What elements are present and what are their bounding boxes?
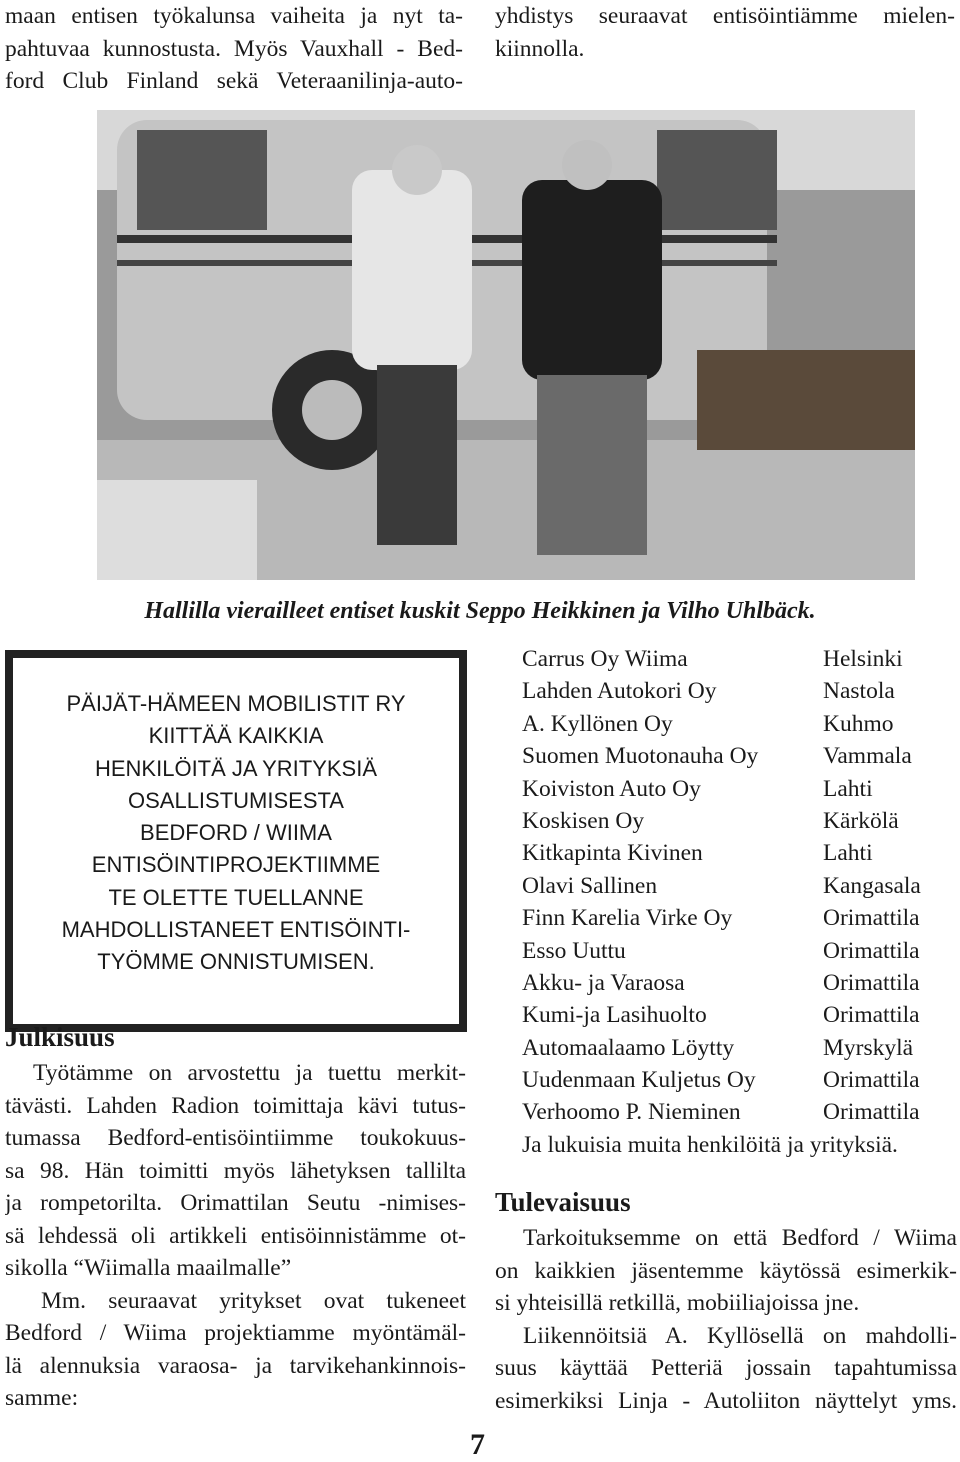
sponsor-name: Koskisen Oy [522,807,645,834]
text-line: suus käyttää Petteriä jossain tapahtumissa [495,1355,957,1381]
text-line: tävästi. Lahden Radion toimittaja kävi tutus- [5,1092,466,1119]
text-line: Liikennöitsiä A. Kyllösellä on mahdolli- [523,1322,957,1349]
sponsor-name: Finn Karelia Virke Oy [522,905,733,932]
text-line: lä alennuksia varaosa- ja tarvikehankinnois- [5,1352,466,1379]
sponsor-row [522,740,958,772]
text-line: si yhteisillä retkillä, mobiiliajoissa jne. [495,1290,860,1316]
sponsor-city: Helsinki [823,646,903,672]
sponsor-row [522,805,958,837]
sponsor-city: Kuhmo [823,710,894,737]
sponsor-name: Akku- ja Varaosa [522,969,685,996]
sponsor-name: Lahden Autokori Oy [522,678,717,705]
text-line: Bedford / Wiima projektiamme myöntämäl- [5,1320,466,1346]
box-line: ENTISÖINTIPROJEKTIIMME [91,852,381,878]
sponsor-row [522,643,958,675]
sponsor-name: Koiviston Auto Oy [522,775,701,802]
text-line: sikolla “Wiimalla maailmalle” [5,1255,292,1281]
sponsor-city: Orimattila [823,1002,920,1029]
tulevaisuus-heading: Tulevaisuus [495,1187,631,1217]
sponsor-row [522,935,958,967]
sponsor-city: Orimattila [823,1099,920,1126]
sponsor-row [522,675,958,707]
sponsor-city: Lahti [823,775,873,802]
tulevaisuus-section [495,1182,957,1417]
text-line: tumassa Bedford-entisöintiimme toukokuus- [5,1125,466,1151]
sponsor-name: Esso Uuttu [522,937,626,964]
sponsor-name: Carrus Oy Wiima [522,646,688,672]
sponsor-city: Vammala [823,743,912,770]
julkisuus-section [5,1017,466,1415]
sponsor-name: Kumi-ja Lasihuolto [522,1002,707,1029]
text-line: ford Club Finland sekä Veteraanilinja-auto- [5,68,463,94]
sponsor-name: A. Kyllönen Oy [522,710,673,737]
text-line: maan entisen työkalunsa vaiheita ja nyt ta- [5,3,463,29]
box-line: BEDFORD / WIIMA [140,820,332,846]
top-right-text [495,0,955,65]
sponsor-row [522,1064,958,1096]
sponsor-row [522,999,958,1031]
sponsor-city: Nastola [823,678,895,705]
sponsor-row [522,837,958,869]
box-line: TE OLETTE TUELLANNE [108,884,364,910]
page-number: 7 [470,1428,485,1461]
sponsor-name: Uudenmaan Kuljetus Oy [522,1067,756,1094]
sponsor-city: Kärkölä [823,807,899,834]
text-line: samme: [5,1385,79,1411]
sponsor-row [522,773,958,805]
thanks-box [5,650,467,1032]
sponsor-city: Orimattila [823,905,920,932]
sponsor-city: Lahti [823,840,873,867]
top-left-text [5,0,463,98]
text-line: Tarkoituksemme on että Bedford / Wiima [523,1225,957,1251]
sponsor-city: Kangasala [823,872,921,899]
sponsor-name: Suomen Muotonauha Oy [522,743,759,770]
text-line: yhdistys seuraavat entisöintiämme mielen- [495,3,955,29]
sponsor-list [522,643,958,1161]
sponsor-row [522,967,958,999]
sponsor-name: Kitkapinta Kivinen [522,840,703,867]
box-line: TYÖMME ONNISTUMISEN. [97,949,375,975]
sponsor-name: Olavi Sallinen [522,872,658,899]
sponsor-city: Orimattila [823,937,920,964]
text-line: ja rompetorilta. Orimattilan Seutu -nimises- [5,1190,466,1216]
sponsor-name: Verhoomo P. Nieminen [522,1099,741,1126]
box-line: MAHDOLLISTANEET ENTISÖINTI- [61,917,411,943]
sponsor-name: Automaalaamo Löytty [522,1034,735,1061]
sponsor-row [522,870,958,902]
sponsor-city: Orimattila [823,969,920,996]
text-line: kiinnolla. [495,35,585,62]
box-line: PÄIJÄT-HÄMEEN MOBILISTIT RY [66,691,406,716]
sponsors-footer: Ja lukuisia muita henkilöitä ja yrityksiä. [522,1131,898,1158]
text-line: on kaikkien jäsentemme käytössä esimerkik- [495,1257,957,1284]
sponsor-row [522,902,958,934]
text-line: sa 98. Hän toimitti myös lähetyksen tallilta [5,1157,466,1184]
sponsor-city: Orimattila [823,1067,920,1094]
box-line: HENKILÖITÄ JA YRITYKSIÄ [94,755,377,781]
text-line: pahtuvaa kunnostusta. Myös Vauxhall - Bed- [5,35,463,62]
text-line: esimerkiksi Linja - Autoliiton näyttelyt yms. [495,1387,957,1414]
sponsor-row [522,708,958,740]
box-line: OSALLISTUMISESTA [128,787,344,813]
text-line: Mm. seuraavat yritykset ovat tukeneet [41,1287,466,1314]
sponsor-city: Myrskylä [823,1034,914,1061]
photo-caption: Hallilla vierailleet entiset kuskit Seppo Heikkinen ja Vilho Uhlbäck. [144,598,816,624]
text-line: Työtämme on arvostettu ja tuettu merkit- [33,1060,466,1086]
sponsor-row [522,1096,958,1128]
sponsor-row [522,1032,958,1064]
photo-bus-and-drivers [97,110,915,580]
text-line: sä lehdessä oli artikkeli entisöinnistämme ot- [5,1222,466,1249]
box-line: KIITTÄÄ KAIKKIA [148,723,324,749]
julkisuus-heading: Julkisuus [5,1022,115,1052]
